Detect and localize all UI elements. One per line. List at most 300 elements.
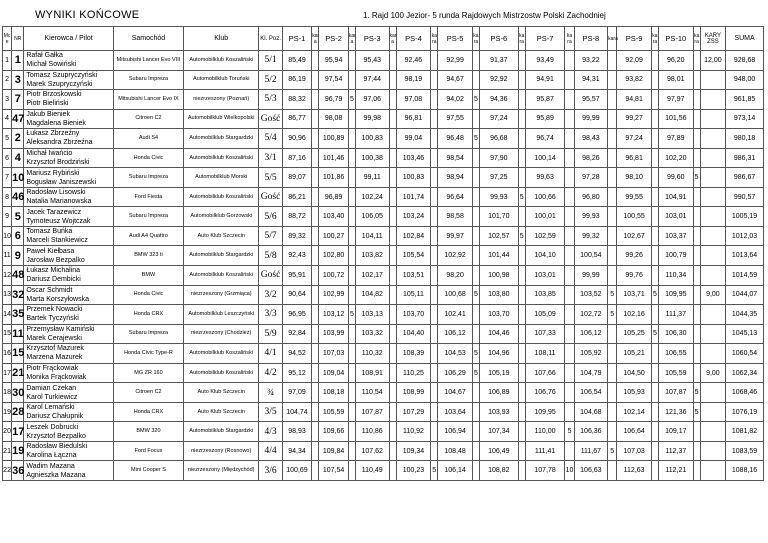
crew-cell — [24, 344, 114, 364]
stage-time-cell: 100,27 — [319, 226, 349, 246]
crew-cell — [24, 383, 114, 403]
place-cell: 21 — [3, 441, 12, 461]
driver-name: Piotr Frąckowiak — [26, 365, 79, 373]
total-time-cell: 986,31 — [726, 148, 764, 168]
zss-penalty-cell — [700, 148, 725, 168]
stage-time-cell: 98,54 — [438, 148, 473, 168]
stage-penalty-cell — [693, 90, 700, 110]
car-cell: Subaru Impreza — [113, 70, 183, 90]
crew-cell — [24, 305, 114, 325]
stage-penalty-cell — [565, 148, 574, 168]
stage-penalty-cell — [608, 383, 617, 403]
stage-penalty-cell — [348, 363, 355, 383]
stage-penalty-cell — [693, 246, 700, 266]
zss-penalty-cell: 9,00 — [700, 363, 725, 383]
stage-penalty-cell — [608, 129, 617, 149]
start-number-cell: 21 — [12, 363, 24, 383]
stage-time-cell: 97,09 — [282, 383, 312, 403]
stage-time-cell: 96,89 — [319, 187, 349, 207]
stage-time-cell: 98,01 — [659, 70, 694, 90]
place-cell: 4 — [3, 109, 12, 129]
codriver-name: Marek Szupryczyński — [26, 80, 93, 88]
codriver-name: Krzysztof Brodziński — [26, 159, 90, 166]
stage-time-cell: 96,68 — [480, 129, 519, 149]
stage-penalty-cell — [348, 402, 355, 422]
stage-penalty-cell — [431, 109, 438, 129]
stage-time-cell: 95,94 — [319, 51, 349, 71]
stage-time-cell: 94,31 — [574, 70, 608, 90]
club-cell: Auto Klub Szczecin — [184, 402, 259, 422]
zss-penalty-cell — [700, 422, 725, 442]
place-cell: 22 — [3, 461, 12, 481]
table-row — [3, 129, 764, 149]
stage-penalty-cell — [389, 383, 396, 403]
stage-penalty-cell — [518, 441, 525, 461]
zss-penalty-cell — [700, 70, 725, 90]
stage-penalty-cell — [472, 383, 479, 403]
stage-penalty-cell — [431, 402, 438, 422]
stage-time-cell: 99,04 — [396, 129, 431, 149]
stage-time-cell: 100,55 — [617, 207, 652, 227]
stage-penalty-cell — [651, 168, 658, 188]
stage-time-cell: 93,49 — [525, 51, 565, 71]
place-cell: 10 — [3, 226, 12, 246]
stage-penalty-cell: 5 — [348, 90, 355, 110]
stage-penalty-cell — [348, 168, 355, 188]
stage-time-cell: 96,81 — [396, 109, 431, 129]
driver-name: Przemek Nowacki — [26, 306, 83, 314]
stage-penalty-cell — [608, 422, 617, 442]
start-number-cell: 28 — [12, 402, 24, 422]
stage-penalty-cell — [608, 148, 617, 168]
stage-time-cell: 90,96 — [282, 129, 312, 149]
crew-cell — [24, 70, 114, 90]
stage-time-cell: 107,87 — [355, 402, 389, 422]
stage-time-cell: 103,13 — [355, 305, 389, 325]
stage-time-cell: 100,69 — [282, 461, 312, 481]
col-header-penalty8: kara — [608, 27, 617, 51]
stage-time-cell: 108,11 — [525, 344, 565, 364]
car-cell: Mitsubishi Lancer Evo VIII — [113, 51, 183, 71]
stage-penalty-cell — [565, 187, 574, 207]
stage-time-cell: 110,54 — [355, 383, 389, 403]
stage-time-cell: 108,91 — [355, 363, 389, 383]
table-row — [3, 344, 764, 364]
col-header-ps10: PS-10 — [659, 27, 694, 51]
stage-time-cell: 110,32 — [355, 344, 389, 364]
stage-time-cell: 98,08 — [319, 109, 349, 129]
place-cell: 12 — [3, 266, 12, 286]
stage-penalty-cell — [651, 266, 658, 286]
stage-time-cell: 106,63 — [574, 461, 608, 481]
stage-penalty-cell — [518, 363, 525, 383]
stage-penalty-cell — [348, 207, 355, 227]
stage-time-cell: 97,24 — [617, 129, 652, 149]
place-cell: 13 — [3, 285, 12, 305]
stage-penalty-cell — [608, 363, 617, 383]
stage-penalty-cell — [472, 168, 479, 188]
total-time-cell: 1068,46 — [726, 383, 764, 403]
stage-time-cell: 100,72 — [319, 266, 349, 286]
col-header-class: Kl. Poz. — [259, 27, 282, 51]
stage-time-cell: 107,33 — [525, 324, 565, 344]
stage-penalty-cell — [693, 441, 700, 461]
stage-penalty-cell — [312, 70, 319, 90]
stage-penalty-cell: 5 — [608, 285, 617, 305]
stage-penalty-cell — [389, 246, 396, 266]
crew-cell — [24, 246, 114, 266]
car-cell: Honda CRX — [113, 402, 183, 422]
stage-time-cell: 99,27 — [617, 109, 652, 129]
club-cell: niezrzeszony (Grzmiąca) — [184, 285, 259, 305]
stage-penalty-cell — [565, 129, 574, 149]
crew-cell — [24, 402, 114, 422]
stage-time-cell: 100,38 — [355, 148, 389, 168]
stage-time-cell: 103,70 — [396, 305, 431, 325]
stage-penalty-cell — [518, 90, 525, 110]
start-number-cell: 36 — [12, 461, 24, 481]
stage-time-cell: 101,56 — [659, 109, 694, 129]
stage-time-cell: 95,57 — [574, 90, 608, 110]
driver-name: Jakub Bieniek — [26, 110, 70, 118]
table-row — [3, 266, 764, 286]
stage-time-cell: 110,00 — [525, 422, 565, 442]
stage-time-cell: 102,14 — [617, 402, 652, 422]
zss-penalty-cell — [700, 187, 725, 207]
stage-time-cell: 97,55 — [438, 109, 473, 129]
stage-penalty-cell — [608, 344, 617, 364]
class-position-cell: 5/9 — [259, 324, 282, 344]
total-time-cell: 1012,03 — [726, 226, 764, 246]
stage-penalty-cell — [693, 51, 700, 71]
zss-penalty-cell — [700, 461, 725, 481]
stage-time-cell: 110,25 — [396, 363, 431, 383]
car-cell: BMW 320 — [113, 422, 183, 442]
stage-penalty-cell — [312, 246, 319, 266]
stage-time-cell: 97,90 — [480, 148, 519, 168]
stage-penalty-cell — [693, 363, 700, 383]
class-position-cell: Gość — [259, 266, 282, 286]
stage-time-cell: 110,86 — [355, 422, 389, 442]
codriver-name: Karol Turkiewicz — [26, 393, 78, 401]
col-header-nr: NR — [12, 27, 24, 51]
stage-time-cell: 101,44 — [480, 246, 519, 266]
stage-time-cell: 97,97 — [659, 90, 694, 110]
stage-time-cell: 104,10 — [525, 246, 565, 266]
stage-penalty-cell: 5 — [472, 363, 479, 383]
driver-name: Rafał Gałka — [26, 52, 63, 60]
stage-time-cell: 103,64 — [438, 402, 473, 422]
stage-penalty-cell: 5 — [472, 285, 479, 305]
stage-time-cell: 99,55 — [617, 187, 652, 207]
col-header-penalty4: ka ra — [431, 27, 438, 51]
stage-time-cell: 94,02 — [438, 90, 473, 110]
stage-penalty-cell — [693, 422, 700, 442]
stage-penalty-cell — [693, 344, 700, 364]
stage-time-cell: 105,25 — [617, 324, 652, 344]
club-cell: Automobilklub Stargardzki — [184, 422, 259, 442]
stage-time-cell: 98,93 — [282, 422, 312, 442]
stage-time-cell: 102,41 — [438, 305, 473, 325]
place-cell: 15 — [3, 324, 12, 344]
zss-penalty-cell — [700, 90, 725, 110]
car-cell: Citroen C2 — [113, 383, 183, 403]
crew-cell — [24, 90, 114, 110]
car-cell: Subaru Impreza — [113, 168, 183, 188]
stage-penalty-cell — [518, 344, 525, 364]
codriver-name: Bogusław Janiszewski — [26, 178, 97, 186]
stage-penalty-cell — [348, 441, 355, 461]
table-row — [3, 305, 764, 325]
stage-penalty-cell: 5 — [608, 441, 617, 461]
stage-time-cell: 97,28 — [574, 168, 608, 188]
stage-penalty-cell — [348, 285, 355, 305]
stage-time-cell: 103,52 — [574, 285, 608, 305]
stage-penalty-cell — [312, 129, 319, 149]
stage-time-cell: 100,98 — [480, 266, 519, 286]
table-row — [3, 148, 764, 168]
total-time-cell: 1060,54 — [726, 344, 764, 364]
stage-penalty-cell — [565, 383, 574, 403]
stage-time-cell: 102,84 — [396, 226, 431, 246]
crew-cell — [24, 187, 114, 207]
stage-time-cell: 107,87 — [659, 383, 694, 403]
stage-penalty-cell — [518, 324, 525, 344]
stage-penalty-cell — [608, 324, 617, 344]
stage-penalty-cell — [312, 90, 319, 110]
car-cell: Audi S4 — [113, 129, 183, 149]
stage-penalty-cell — [431, 70, 438, 90]
stage-penalty-cell — [389, 285, 396, 305]
stage-time-cell: 98,58 — [438, 207, 473, 227]
stage-time-cell: 99,76 — [617, 266, 652, 286]
col-header-ps9: PS-9 — [617, 27, 652, 51]
stage-time-cell: 103,82 — [355, 246, 389, 266]
stage-penalty-cell — [472, 148, 479, 168]
stage-penalty-cell — [651, 363, 658, 383]
stage-time-cell: 99,63 — [525, 168, 565, 188]
stage-time-cell: 108,48 — [438, 441, 473, 461]
stage-time-cell: 110,92 — [396, 422, 431, 442]
stage-penalty-cell — [431, 129, 438, 149]
class-position-cell: 5/6 — [259, 207, 282, 227]
stage-penalty-cell — [431, 324, 438, 344]
stage-penalty-cell — [312, 51, 319, 71]
stage-penalty-cell — [431, 168, 438, 188]
stage-time-cell: 102,92 — [438, 246, 473, 266]
total-time-cell: 986,67 — [726, 168, 764, 188]
stage-time-cell: 95,91 — [282, 266, 312, 286]
stage-time-cell: 85,49 — [282, 51, 312, 71]
stage-penalty-cell — [651, 109, 658, 129]
stage-time-cell: 103,93 — [480, 402, 519, 422]
class-position-cell: 4/3 — [259, 422, 282, 442]
table-row — [3, 51, 764, 71]
stage-time-cell: 109,34 — [396, 441, 431, 461]
stage-penalty-cell — [651, 129, 658, 149]
stage-penalty-cell — [693, 70, 700, 90]
total-time-cell: 1045,13 — [726, 324, 764, 344]
total-time-cell: 1044,35 — [726, 305, 764, 325]
stage-penalty-cell — [693, 461, 700, 481]
stage-time-cell: 100,66 — [525, 187, 565, 207]
stage-time-cell: 104,46 — [480, 324, 519, 344]
crew-cell — [24, 285, 114, 305]
stage-penalty-cell — [389, 129, 396, 149]
stage-time-cell: 109,95 — [659, 285, 694, 305]
stage-penalty-cell — [518, 305, 525, 325]
stage-penalty-cell — [518, 51, 525, 71]
stage-time-cell: 107,29 — [396, 402, 431, 422]
stage-time-cell: 97,24 — [480, 109, 519, 129]
stage-penalty-cell — [651, 383, 658, 403]
class-position-cell: 3/1 — [259, 148, 282, 168]
stage-penalty-cell — [472, 324, 479, 344]
start-number-cell: 9 — [12, 246, 24, 266]
stage-time-cell: 99,11 — [355, 168, 389, 188]
start-number-cell: 32 — [12, 285, 24, 305]
col-header-penalty10: ka ra — [693, 27, 700, 51]
stage-time-cell: 104,91 — [659, 187, 694, 207]
place-cell: 8 — [3, 187, 12, 207]
stage-time-cell: 100,54 — [574, 246, 608, 266]
stage-time-cell: 97,25 — [480, 168, 519, 188]
place-cell: 6 — [3, 148, 12, 168]
total-time-cell: 1014,59 — [726, 266, 764, 286]
stage-penalty-cell — [389, 187, 396, 207]
stage-time-cell: 112,63 — [617, 461, 652, 481]
stage-time-cell: 111,67 — [574, 441, 608, 461]
stage-penalty-cell — [518, 246, 525, 266]
stage-penalty-cell: 5 — [608, 305, 617, 325]
start-number-cell: 2 — [12, 129, 24, 149]
stage-penalty-cell — [312, 109, 319, 129]
stage-time-cell: 94,36 — [480, 90, 519, 110]
stage-time-cell: 99,93 — [574, 207, 608, 227]
class-position-cell: 5/8 — [259, 246, 282, 266]
zss-penalty-cell: 9,00 — [700, 285, 725, 305]
club-cell: Automobilklub Koszaliński — [184, 187, 259, 207]
stage-time-cell: 99,26 — [617, 246, 652, 266]
stage-penalty-cell — [565, 344, 574, 364]
stage-time-cell: 107,78 — [525, 461, 565, 481]
stage-time-cell: 86,21 — [282, 187, 312, 207]
stage-time-cell: 100,83 — [396, 168, 431, 188]
stage-penalty-cell — [389, 422, 396, 442]
class-position-cell: 5/7 — [259, 226, 282, 246]
stage-time-cell: 106,36 — [574, 422, 608, 442]
stage-penalty-cell — [472, 422, 479, 442]
stage-penalty-cell — [389, 441, 396, 461]
crew-cell — [24, 363, 114, 383]
club-cell: Auto Klub Szczecin — [184, 383, 259, 403]
table-row — [3, 285, 764, 305]
stage-penalty-cell — [565, 402, 574, 422]
codriver-name: Bartek Tyczyński — [26, 315, 79, 323]
club-cell: Automobilklub Koszaliński — [184, 148, 259, 168]
col-header-ps7: PS-7 — [525, 27, 565, 51]
club-cell: niezrzeszony (Poznań) — [184, 90, 259, 110]
table-row — [3, 168, 764, 188]
place-cell: 19 — [3, 402, 12, 422]
stage-penalty-cell — [608, 109, 617, 129]
stage-penalty-cell — [348, 266, 355, 286]
start-number-cell: 48 — [12, 266, 24, 286]
start-number-cell: 11 — [12, 324, 24, 344]
stage-time-cell: 104,74 — [282, 402, 312, 422]
stage-time-cell: 95,89 — [525, 109, 565, 129]
zss-penalty-cell — [700, 129, 725, 149]
stage-penalty-cell — [565, 266, 574, 286]
stage-penalty-cell: 5 — [431, 461, 438, 481]
car-cell: Subaru Impreza — [113, 324, 183, 344]
stage-penalty-cell — [565, 109, 574, 129]
crew-cell — [24, 461, 114, 481]
car-cell: BMW 323 ti — [113, 246, 183, 266]
driver-name: Łukasz Michalina — [26, 267, 81, 275]
col-header-penalty3: kar a — [389, 27, 396, 51]
stage-penalty-cell — [348, 383, 355, 403]
zss-penalty-cell — [700, 226, 725, 246]
stage-penalty-cell — [518, 207, 525, 227]
stage-time-cell: 102,20 — [659, 148, 694, 168]
class-position-cell: 3/3 — [259, 305, 282, 325]
codriver-name: Natalia Marianowska — [26, 198, 92, 206]
crew-cell — [24, 266, 114, 286]
table-row — [3, 70, 764, 90]
club-cell: niezrzeszony (Chodzież) — [184, 324, 259, 344]
stage-time-cell: 100,23 — [396, 461, 431, 481]
total-time-cell: 1062,34 — [726, 363, 764, 383]
stage-time-cell: 109,17 — [659, 422, 694, 442]
class-position-cell: Gość — [259, 109, 282, 129]
stage-penalty-cell — [389, 363, 396, 383]
stage-penalty-cell — [348, 422, 355, 442]
stage-time-cell: 109,66 — [319, 422, 349, 442]
stage-time-cell: 95,12 — [282, 363, 312, 383]
col-header-ps1: PS-1 — [282, 27, 312, 51]
stage-penalty-cell — [565, 226, 574, 246]
stage-time-cell: 106,12 — [438, 324, 473, 344]
driver-name: Karol Lemański — [26, 404, 75, 412]
stage-penalty-cell — [312, 266, 319, 286]
crew-cell — [24, 441, 114, 461]
stage-penalty-cell — [348, 70, 355, 90]
stage-time-cell: 100,14 — [525, 148, 565, 168]
stage-time-cell: 103,01 — [525, 266, 565, 286]
driver-name: Krzysztof Mazurek — [26, 345, 84, 353]
stage-penalty-cell — [651, 246, 658, 266]
stage-time-cell: 104,40 — [396, 324, 431, 344]
stage-time-cell: 92,46 — [396, 51, 431, 71]
col-header-ps6: PS-6 — [480, 27, 519, 51]
stage-penalty-cell — [565, 324, 574, 344]
crew-cell — [24, 207, 114, 227]
table-row — [3, 363, 764, 383]
codriver-name: Marzena Mazurek — [26, 354, 83, 362]
stage-time-cell: 108,99 — [396, 383, 431, 403]
codriver-name: Jarosław Bezpalko — [26, 256, 85, 264]
stage-penalty-cell — [608, 207, 617, 227]
stage-penalty-cell — [389, 305, 396, 325]
codriver-name: Tymoteusz Wojtczak — [26, 217, 91, 225]
car-cell: MG ZR 160 — [113, 363, 183, 383]
stage-penalty-cell — [389, 90, 396, 110]
start-number-cell: 7 — [12, 90, 24, 110]
stage-time-cell: 98,43 — [574, 129, 608, 149]
stage-time-cell: 99,99 — [574, 109, 608, 129]
stage-penalty-cell — [518, 461, 525, 481]
